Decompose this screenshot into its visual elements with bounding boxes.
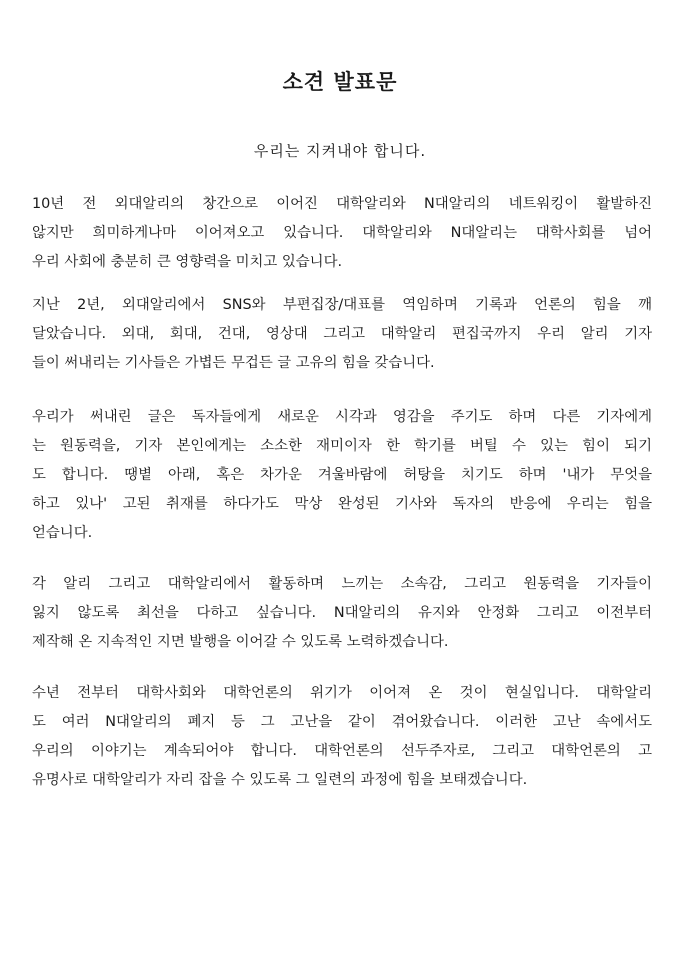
paragraph-line: 달았습니다. 외대, 회대, 건대, 영상대 그리고 대학알리 편집국까지 우리 알리 기자 <box>32 326 652 342</box>
paragraph-line: 각 알리 그리고 대학알리에서 활동하며 느끼는 소속감, 그리고 원동력을 기자들이 <box>32 576 652 592</box>
paragraph-line: 우리가 써내린 글은 독자들에게 새로운 시각과 영감을 주기도 하며 다른 기자에게 <box>32 409 652 425</box>
paragraph-line: 10년 전 외대알리의 창간으로 이어진 대학알리와 N대알리의 네트워킹이 활발하진 <box>32 196 652 212</box>
paragraph-line: 수년 전부터 대학사회와 대학언론의 위기가 이어져 온 것이 현실입니다. 대학알리 <box>32 685 652 701</box>
paragraph-line: 들이 써내리는 기사들은 가볍든 무겁든 글 고유의 힘을 갖습니다. <box>32 355 435 371</box>
paragraph-3 <box>32 403 652 548</box>
paragraph-line: 하고 있나' 고된 취재를 하다가도 막상 완성된 기사와 독자의 반응에 우리는 힘을 <box>32 496 652 512</box>
paragraph-line: 제작해 온 지속적인 지면 발행을 이어갈 수 있도록 노력하겠습니다. <box>32 634 449 650</box>
paragraph-line: 지난 2년, 외대알리에서 SNS와 부편집장/대표를 역임하며 기록과 언론의 힘을 깨 <box>32 297 652 313</box>
paragraph-1 <box>32 190 652 277</box>
paragraph-4 <box>32 570 652 657</box>
paragraph-line: 잃지 않도록 최선을 다하고 싶습니다. N대알리의 유지와 안정화 그리고 이전부터 <box>32 605 652 621</box>
paragraph-line: 않지만 희미하게나마 이어져오고 있습니다. 대학알리와 N대알리는 대학사회를 넘어 <box>32 225 652 241</box>
document-subtitle: 우리는 지켜내야 합니다. <box>253 142 427 160</box>
paragraph-5 <box>32 679 652 795</box>
paragraph-line: 유명사로 대학알리가 자리 잡을 수 있도록 그 일련의 과정에 힘을 보태겠습니다. <box>32 772 528 788</box>
paragraph-2 <box>32 291 652 378</box>
paragraph-line: 얻습니다. <box>32 525 93 541</box>
paragraph-line: 는 원동력을, 기자 본인에게는 소소한 재미이자 한 학기를 버틸 수 있는 힘이 되기 <box>32 438 652 454</box>
paragraph-line: 우리의 이야기는 계속되어야 합니다. 대학언론의 선두주자로, 그리고 대학언론의 고 <box>32 743 652 759</box>
paragraph-line: 우리 사회에 충분히 큰 영향력을 미치고 있습니다. <box>32 254 343 270</box>
paragraph-line: 도 여러 N대알리의 폐지 등 그 고난을 같이 겪어왔습니다. 이러한 고난 속에서도 <box>32 714 652 730</box>
document-title: 소견 발표문 <box>282 70 398 94</box>
paragraph-line: 도 합니다. 땡볕 아래, 혹은 차가운 겨울바람에 허탕을 치기도 하며 '내가 무엇을 <box>32 467 652 483</box>
